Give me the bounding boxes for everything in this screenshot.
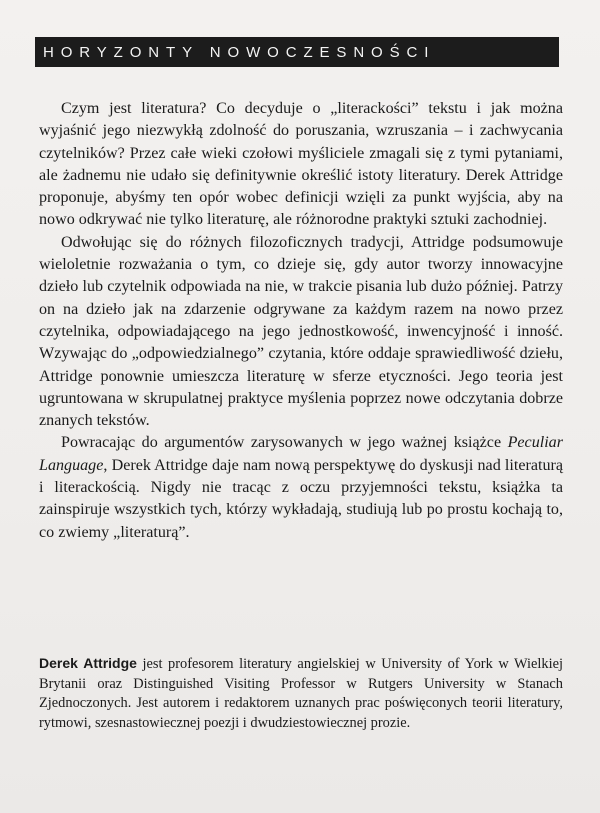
author-name: Derek Attridge: [39, 655, 137, 671]
blurb-paragraph-3: [39, 432, 563, 543]
author-bio-text: jest profesorem literatury angielskiej w University of York w Wielkiej Brytanii oraz Distinguished Visiting Professor w Rutgers University w Stanach Zjednoczonych. Jest autorem i redaktorem uznanych prac poświęconych teorii literatury, rytmowi, szesnastowiecznej poezji i dwudziestowiecznej prozie.: [39, 656, 563, 731]
blurb-paragraph-2: Odwołując się do różnych filozoficznych tradycji, Attridge podsumowuje wieloletnie rozważania o tym, co dzieje się, gdy autor tworzy innowacyjne dzieło lub czytelnik odpowiada na nie, w trakcie pisania lub dużo później. Patrzy on na dzieło jak na zdarzenie odgrywane za każdym razem na nowo przez czytelnika, odpowiadającego na jego jednostkowość, inwencyjność i inność. Wzywając do „odpowiedzialnego” czytania, które oddaje sprawiedliwość dziełu, Attridge ponownie umieszcza literaturę w sferze etyczności. Jego teoria jest ugruntowana w skrupulatnej praktyce myślenia poprzez nowe odczytania dobrze znanych tekstów.: [39, 233, 563, 430]
series-banner: [35, 37, 559, 67]
author-bio: [39, 654, 563, 733]
blurb-paragraph-3-end: , Derek Attridge daje nam nową perspektywę do dyskusji nad literaturą i literackością. Nigdy nie tracąc z oczu przyjemności tekstu, książka ta zainspiruje wszystkich tych, którzy wykładają, studiują lub po prostu kochają to, co zwiemy „literaturą”.: [39, 456, 563, 541]
blurb-paragraph-1: Czym jest literatura? Co decyduje o „literackości” tekstu i jak można wyjaśnić jego niezwykłą zdolność do poruszania, wzruszania – i zachwycania czytelników? Przez całe wieki czołowi myśliciele zmagali się z tymi pytaniami, ale żadnemu nie udało się definitywnie określić istoty literatury. Derek Attridge proponuje, abyśmy ten opór wobec definicji wzięli za punkt wyjścia, aby na nowo odkrywać nie tylko literaturę, ale różnorodne praktyki sztuki zachodniej.: [39, 100, 563, 229]
blurb-text: [39, 98, 563, 544]
book-title: Peculiar Language: [39, 434, 563, 474]
series-title: HORYZONTY NOWOCZESNOŚCI: [43, 43, 436, 61]
blurb-paragraph-3-start: Powracając do argumentów zarysowanych w jego ważnej książce: [61, 434, 508, 452]
author-bio-paragraph: [39, 654, 563, 733]
